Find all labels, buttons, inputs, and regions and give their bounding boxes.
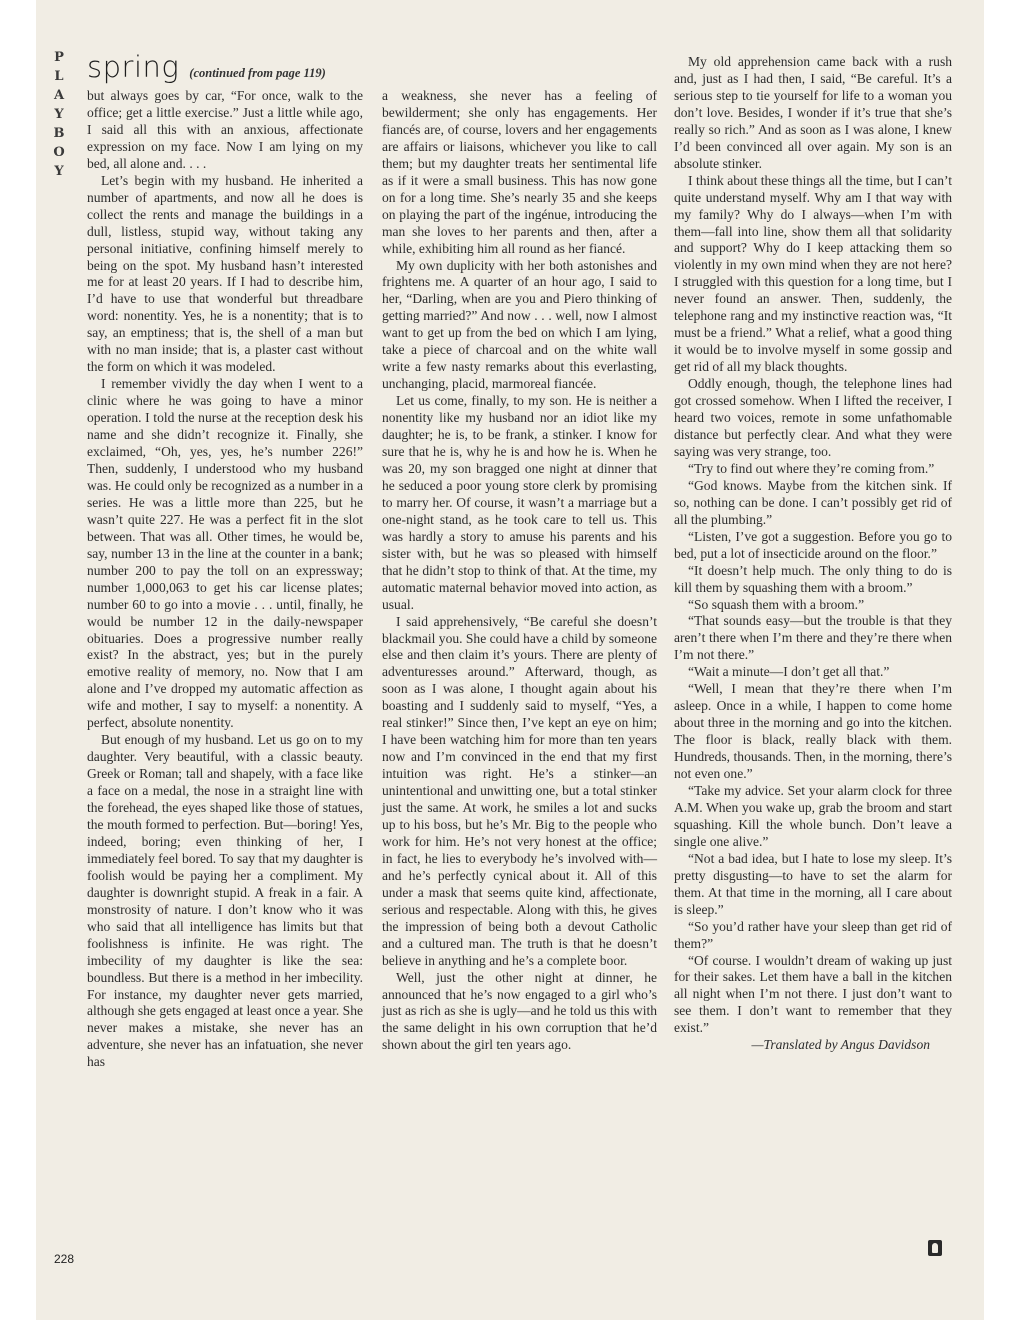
vertical-label-letter: B bbox=[53, 126, 65, 141]
continued-note: (continued from page 119) bbox=[189, 66, 326, 80]
playboy-bunny-logo-icon bbox=[928, 1240, 942, 1256]
text-column-2 bbox=[382, 88, 657, 1054]
paragraph: “Of course. I wouldn’t dream of waking up just for their sakes. Let them have a ball in the kitchen all night when I’m not there. I just don’t want to see them. I don’t want to remember that they exist.” bbox=[674, 952, 952, 1036]
paragraph: “Try to find out where they’re coming from.” bbox=[688, 460, 935, 476]
paragraph: I said apprehensively, “Be careful she doesn’t blackmail you. She could have a child by someone else and then claim it’s yours. There are plenty of adventuresses around.” Afterward, though, as soon as I was alone, I thought again about his boasting and I suddenly said to myself, “Yes, a real stinker!” Since then, I’ve kept an eye on him; I have been watching him for more than ten years now and I’m convinced in the end that my first intuition was right. He’s a stinker—an unintentional and unwitting one, but a total stinker just the same. At work, he smiles a lot and sucks up to his boss, but he’s Mr. Big to the people who work for him. He’s not very honest at the office; in fact, he lies to everybody he’s involved with—and he’s perfectly cynical about it. All of this under a mask that seems quite kind, affectionate, serious and respectable. Along with this, he gives the impression of being both a devout Catholic and a cultured man. The truth is that he doesn’t believe in anything and he’s a complete boor. bbox=[382, 613, 658, 968]
paragraph: “It doesn’t help much. The only thing to do is kill them by squashing them with a broom.” bbox=[674, 562, 952, 595]
page-number: 228 bbox=[54, 1252, 75, 1266]
paragraph: My old apprehension came back with a rush and, just as I had then, I said, “Be careful. It’s a serious step to tie yourself for life to a woman you don’t love. Besides, I wonder if it’s true that she’s really so rich.” And as soon as I was alone, I knew I’d been convinced all over again. My son is an absolute stinker. bbox=[674, 54, 952, 171]
paragraph: “God knows. Maybe from the kitchen sink. If so, nothing can be done. I can’t possibly get rid of all the plumbing.” bbox=[674, 477, 952, 527]
vertical-label-letter: A bbox=[53, 88, 65, 103]
paragraph: I remember vividly the day when I went to a clinic where he was going to have a minor operation. I told the nurse at the reception desk his name and she didn’t recognize it. Finally, she exclaimed, “Oh, yes, yes, he’s number 226!” Then, suddenly, I understood who my husband was. He could only be recognized as a number in a series. He was a little more than 225, but he wasn’t quite 227. He was a perfect fit in the slot between. That was all. Other times, he would be, say, number 13 in the line at the counter in a bank; number 200 to pay the toll on an expressway; number 1,000,063 to get his car license plates; number 60 to go into a movie . . . until, finally, he would be number 12 in the daily-newspaper obituaries. Does a progressive number really exist? In the abstract, yes; but in the purely emotive reality of memory, no. Now that I am alone and I’ve dropped my automatic affection as wife and mother, I say to myself: a nonentity. A perfect, absolute nonentity. bbox=[87, 376, 363, 731]
translator-credit: —Translated by Angus Davidson bbox=[751, 1037, 930, 1053]
paragraph: Oddly enough, though, the telephone lines had got crossed somehow. When I lifted the receiver, I heard two voices, remote in some unfathomable distance but perfectly clear. And what they were saying was very strange, too. bbox=[674, 376, 952, 459]
paragraph: “Take my advice. Set your alarm clock for three A.M. When you wake up, grab the broom and start squashing. Kill the whole bunch. Don’t leave a single one alive.” bbox=[674, 782, 952, 849]
paragraph: “Wait a minute—I don’t get all that.” bbox=[688, 664, 890, 680]
paragraph: a weakness, she never has a feeling of bewilderment; she only has engagements. Her fiancés are, of course, lovers and her engagements are affairs or liaisons, whichever you like to call them; but my daughter treats her sentimental life as if it were a small business. This has now gone on for a long time. She’s nearly 35 and she keeps on playing the part of the ingénue, introducing the man she loves to her parents and then, after a while, exhibiting him all round as her fiancé. bbox=[382, 88, 657, 256]
vertical-label-letter: Y bbox=[54, 107, 64, 122]
vertical-label-letter: O bbox=[53, 145, 65, 160]
paragraph: “So you’d rather have your sleep than get rid of them?” bbox=[674, 918, 952, 951]
paragraph: Well, just the other night at dinner, he announced that he’s now engaged to a girl who’s just as rich as she is ugly—and he told us this with the same delight in his own corruption that he’d shown about the girl ten years ago. bbox=[382, 969, 657, 1053]
vertical-label-letter: L bbox=[54, 69, 64, 84]
text-column-1 bbox=[87, 88, 363, 1071]
magazine-name-vertical bbox=[52, 48, 66, 181]
paragraph: My own duplicity with her both astonishes and frightens me. A quarter of an hour ago, I said to her, “Darling, when are you and Piero thinking of getting married?” And now . . . well, now I almost want to get up from the bed on which I am lying, take a piece of charcoal and on the white wall write a few nasty remarks about this everlasting, unchanging, placid, marmoreal fiancée. bbox=[382, 257, 657, 392]
paragraph: “So squash them with a broom.” bbox=[688, 596, 865, 612]
text-column-3 bbox=[674, 54, 952, 1054]
vertical-label-letter: Y bbox=[54, 164, 64, 179]
paragraph: “Well, I mean that they’re there when I’m asleep. Once in a while, I happen to come home about three in the morning and go into the kitchen. The floor is black, really black with them. Hundreds, thousands. Then, in the morning, there’s not even one.” bbox=[674, 681, 952, 782]
paragraph: “That sounds easy—but the trouble is that they aren’t there when I’m there and they’re there when I’m not there.” bbox=[674, 613, 952, 663]
story-title: spring bbox=[87, 50, 180, 84]
paragraph: “Not a bad idea, but I hate to lose my sleep. It’s pretty disgusting—to have to set the alarm for them. At that time in the morning, all I care about is sleep.” bbox=[674, 850, 952, 917]
paragraph: But enough of my husband. Let us go on to my daughter. Very beautiful, with a classic beauty. Greek or Roman; tall and shapely, with a face like a face on a medal, the nose in a straight line with the forehead, the eyes shaped like those of statues, the mouth formed to perfection. But—boring! Yes, indeed, boring; even thinking of her, I immediately feel bored. To say that my daughter is foolish would be paying her a compliment. My daughter is downright stupid. A freak in a fair. A monstrosity of nature. I don’t know who it was who said that all intelligence has limits but that foolishness is infinite. He was right. The imbecility of my daughter is like the sea: boundless. But there is a method in her imbecility. For instance, my daughter never gets married, although she gets engaged at least once a year. She never makes a mistake, she never has an adventure, she never has an infatuation, she never has bbox=[87, 732, 363, 1070]
paragraph: Let us come, finally, to my son. He is neither a nonentity like my husband nor an idiot like my daughter; he is, to be frank, a stinker. I know for sure that he is, why he is and how he is. When he was 20, my son bragged one night at dinner that he seduced a poor young store clerk by promising to marry her. Of course, it wasn’t a marriage but a one-night stand, as he took care to tell us. This was hardly a story to amuse his parents and his sister with, but he was so pleased with himself that he didn’t stop to think of that. At the time, my automatic maternal behavior moved into action, as usual. bbox=[382, 393, 657, 612]
story-heading bbox=[87, 50, 377, 86]
paragraph: “Listen, I’ve got a suggestion. Before you go to bed, put a lot of insecticide around on the floor.” bbox=[674, 528, 952, 561]
vertical-label-letter: P bbox=[54, 50, 64, 65]
paragraph: I think about these things all the time, but I can’t quite understand myself. Why am I that way with my family? Why do I always—when I’m with them—fall into line, show them all that solidarity and support? Why do I keep attacking them so violently in my own mind when they are not here? I struggled with this question for a long time, but I never found an answer. Then, suddenly, the telephone rang and my instinctive reaction was, “It must be a friend.” What a relief, what a good thing it would be to involve myself in some gossip and get rid of all my black thoughts. bbox=[674, 172, 952, 375]
paragraph: Let’s begin with my husband. He inherited a number of apartments, and now all he does is collect the rents and manage the buildings in a dull, listless, stupid way, without taking any personal initiative, confining himself merely to being on the spot. My husband hasn’t interested me for at least 20 years. If I had to describe him, I’d have to use that wonderful but threadbare word: nonentity. Yes, he is a nonentity; that is to say, an emptiness; that is, the shell of a man but with no man inside; that is, a plaster cast without the form on which it was modeled. bbox=[87, 172, 363, 375]
paragraph: but always goes by car, “For once, walk to the office; get a little exercise.” Just a little while ago, I said all this with an anxious, affectionate expression on my face. Now I am lying on my bed, all alone and. . . . bbox=[87, 88, 363, 171]
